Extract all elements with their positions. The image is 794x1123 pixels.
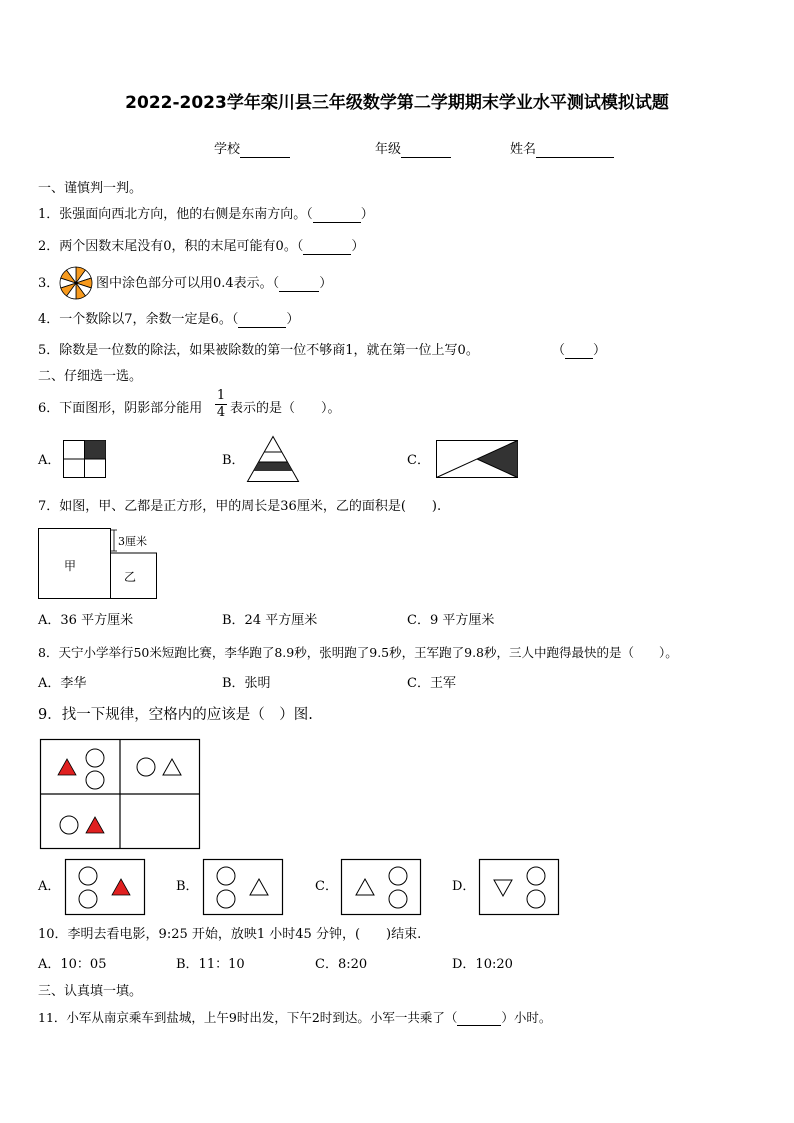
- q6-option-c-label[interactable]: C．: [407, 453, 430, 468]
- q9-option-c-figure[interactable]: [341, 859, 421, 916]
- school-blank[interactable]: [240, 145, 290, 158]
- q10-option-d[interactable]: D．10:20: [452, 957, 513, 972]
- question-2: [38, 239, 364, 255]
- question-10: 10．李明去看电影，9:25 开始，放映1 小时45 分钟，( )结束.: [38, 927, 422, 942]
- name-blank[interactable]: [536, 145, 614, 158]
- fraction-denominator: 4: [216, 405, 226, 420]
- question-9: 9．找一下规律，空格内的应该是（ ）图.: [38, 707, 313, 723]
- q7-option-c[interactable]: C．9 平方厘米: [407, 613, 495, 628]
- q6-option-a-figure[interactable]: [63, 440, 106, 478]
- section1-heading: 一、谨慎判一判。: [38, 181, 143, 196]
- q3-close: ）: [319, 276, 333, 291]
- q5-close: ）: [593, 343, 607, 358]
- section3-heading: 三、认真填一填。: [38, 984, 143, 999]
- q1-close: ）: [360, 207, 374, 222]
- name-label: 姓名: [510, 142, 537, 157]
- q9-option-c-label[interactable]: C．: [315, 879, 338, 894]
- q7-label-jia: 甲: [64, 559, 77, 573]
- q11-text-post: ）小时。: [501, 1010, 552, 1025]
- q5-open: （: [552, 343, 566, 358]
- q3-text: 图中涂色部分可以用0.4表示。（: [96, 276, 280, 291]
- question-3: [96, 276, 332, 292]
- question-11: [38, 1010, 551, 1026]
- q11-answer-blank[interactable]: [457, 1013, 501, 1026]
- section2-heading: 二、仔细选一选。: [38, 369, 143, 384]
- q7-label-yi: 乙: [124, 570, 137, 584]
- q5-text: 5．除数是一位数的除法，如果被除数的第一位不够商1，就在第一位上写0。: [38, 343, 479, 358]
- q6-text-pre: 6．下面图形，阴影部分能用: [38, 401, 203, 416]
- school-label: 学校: [214, 142, 241, 157]
- q8-option-b[interactable]: B．张明: [222, 676, 271, 691]
- q10-option-b[interactable]: B．11：10: [176, 957, 245, 972]
- q8-option-c[interactable]: C．王军: [407, 676, 456, 691]
- q5-answer: [552, 343, 606, 359]
- fraction-numerator: 1: [216, 388, 226, 403]
- q10-option-c[interactable]: C．8:20: [315, 957, 368, 972]
- q10-option-a[interactable]: A．10：05: [38, 957, 107, 972]
- q6-option-b-label[interactable]: B．: [222, 453, 245, 468]
- q4-text: 4．一个数除以7，余数一定是6。（: [38, 312, 239, 327]
- q9-option-a-figure[interactable]: [65, 859, 145, 916]
- question-4: [38, 312, 299, 328]
- q2-close: ）: [351, 239, 365, 254]
- q6-option-b-figure[interactable]: [247, 436, 299, 482]
- q4-close: ）: [286, 312, 300, 327]
- q6-fraction: [215, 388, 227, 421]
- q9-pattern-grid: [40, 739, 201, 850]
- q7-dimension-label: 3厘米: [118, 535, 147, 548]
- q6-text-post: 表示的是（ ）。: [230, 401, 341, 416]
- q7-option-a[interactable]: A．36 平方厘米: [38, 613, 134, 628]
- q2-text: 2．两个因数末尾没有0，积的末尾可能有0。（: [38, 239, 304, 254]
- q2-answer-blank[interactable]: [303, 242, 351, 255]
- q3-pie-figure: [59, 266, 93, 300]
- q5-answer-blank[interactable]: [565, 346, 593, 359]
- grade-label: 年级: [375, 142, 402, 157]
- q11-text: 11．小军从南京乘车到盐城，上午9时出发，下午2时到达。小军一共乘了（: [38, 1010, 458, 1025]
- q8-option-a[interactable]: A．李华: [38, 676, 87, 691]
- q4-answer-blank[interactable]: [238, 315, 286, 328]
- q9-option-d-label[interactable]: D．: [452, 879, 476, 894]
- q6-option-c-figure[interactable]: [436, 440, 518, 478]
- q7-option-b[interactable]: B．24 平方厘米: [222, 613, 318, 628]
- question-7: 7．如图，甲、乙都是正方形，甲的周长是36厘米，乙的面积是( ).: [38, 499, 442, 514]
- grade-field[interactable]: [375, 142, 451, 158]
- question-5: [38, 343, 479, 359]
- name-field[interactable]: [510, 142, 614, 158]
- q9-option-b-label[interactable]: B．: [176, 879, 199, 894]
- q3-number: 3．: [38, 276, 60, 291]
- q9-option-a-label[interactable]: A．: [38, 879, 61, 894]
- question-1: [38, 207, 374, 223]
- q1-text: 1．张强面向西北方向，他的右侧是东南方向。（: [38, 207, 313, 222]
- q1-answer-blank[interactable]: [313, 210, 361, 223]
- school-field[interactable]: [214, 142, 290, 158]
- q3-answer-blank[interactable]: [279, 279, 319, 292]
- page-title: 2022-2023学年栾川县三年级数学第二学期期末学业水平测试模拟试题: [125, 93, 669, 113]
- q9-option-d-figure[interactable]: [479, 859, 559, 916]
- question-8: 8．天宁小学举行50米短跑比赛，李华跑了8.9秒，张明跑了9.5秒，王军跑了9.8秒，三人中跑得最快的是（ ）。: [38, 645, 678, 660]
- grade-blank[interactable]: [401, 145, 451, 158]
- q9-option-b-figure[interactable]: [203, 859, 283, 916]
- q6-option-a-label[interactable]: A．: [38, 453, 61, 468]
